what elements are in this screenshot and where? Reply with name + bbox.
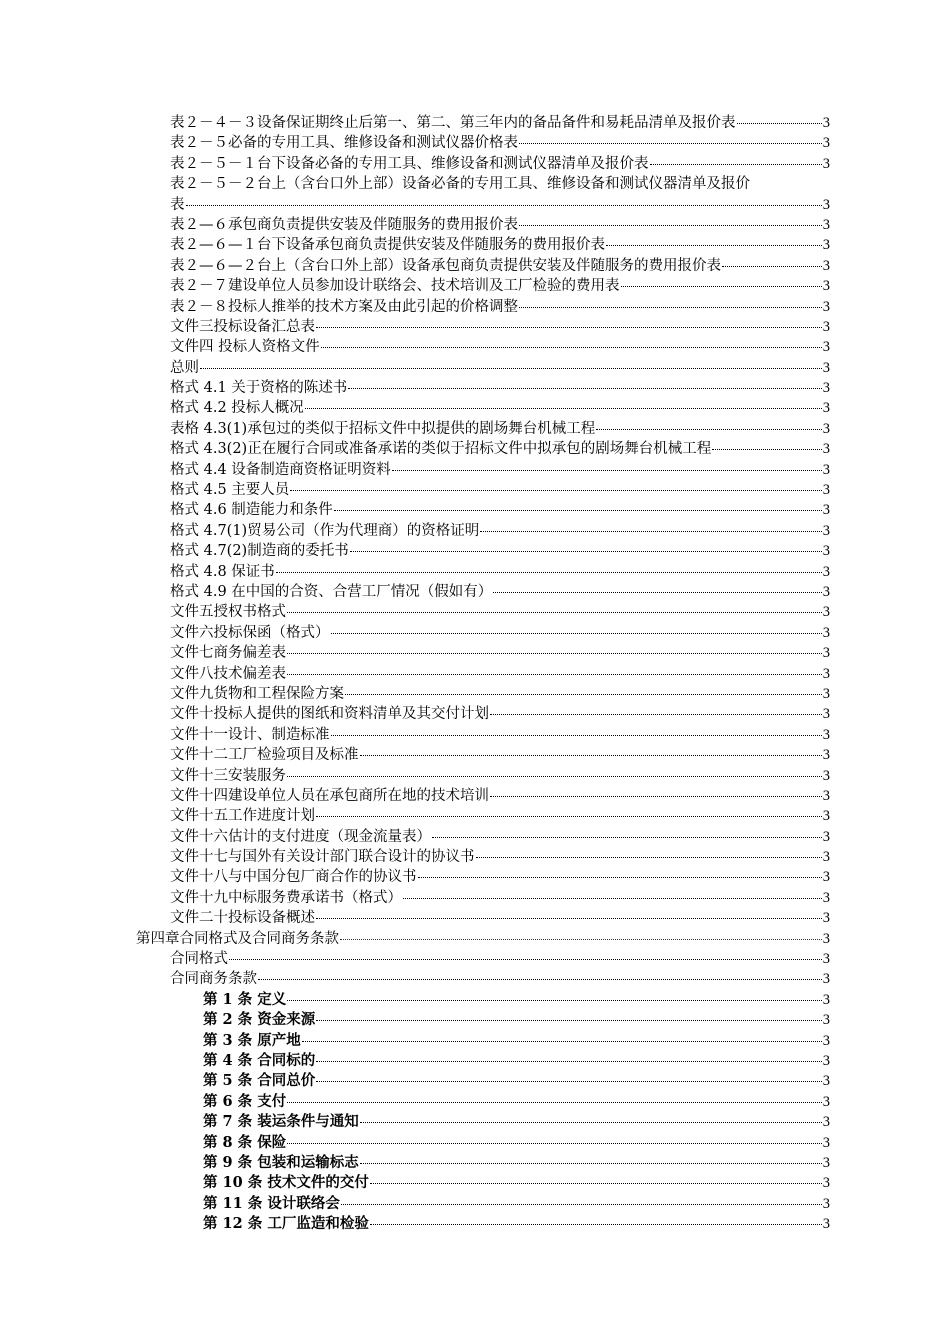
toc-entry[interactable] <box>0 562 830 582</box>
toc-dot-leader <box>621 276 822 287</box>
toc-page-number: 3 <box>822 298 830 315</box>
toc-entry-title: 第四章合同格式及合同商务条款 <box>136 930 339 947</box>
toc-entry[interactable] <box>0 154 830 174</box>
toc-page-number: 3 <box>822 482 830 499</box>
toc-page-number: 3 <box>822 543 830 560</box>
toc-entry[interactable] <box>0 1153 830 1173</box>
toc-entry-title: 第 12 条 工厂监造和检验 <box>203 1215 369 1233</box>
toc-dot-leader <box>476 847 822 858</box>
toc-entry[interactable] <box>0 235 830 255</box>
toc-dot-leader <box>305 398 822 409</box>
toc-entry-title: 第 4 条 合同标的 <box>203 1051 316 1069</box>
toc-page-number: 3 <box>822 1032 830 1049</box>
toc-dot-leader <box>490 786 822 797</box>
toc-page-number: 3 <box>822 1154 830 1171</box>
toc-dot-leader <box>316 806 822 817</box>
toc-entry[interactable] <box>0 623 830 643</box>
toc-dot-leader <box>712 439 822 450</box>
toc-entry-title: 文件八技术偏差表 <box>170 665 286 682</box>
toc-entry[interactable] <box>0 1010 830 1030</box>
toc-entry-title: 文件九货物和工程保险方案 <box>170 685 344 702</box>
toc-entry-title: 文件十八与中国分包厂商合作的协议书 <box>170 869 417 886</box>
toc-entry-title: 第 1 条 定义 <box>203 990 287 1008</box>
toc-page-number: 3 <box>822 706 830 723</box>
toc-dot-leader <box>321 337 822 348</box>
toc-entry[interactable] <box>0 684 830 704</box>
toc-entry-title: 文件十四建设单位人员在承包商所在地的技术培训 <box>170 787 489 804</box>
toc-entry-title: 第 2 条 资金来源 <box>203 1011 316 1029</box>
toc-page-number: 3 <box>822 787 830 804</box>
toc-dot-leader <box>331 623 822 634</box>
toc-entry[interactable] <box>0 317 830 337</box>
toc-entry-title: 格式 4.9 在中国的合资、合营工厂情况（假如有） <box>170 583 493 600</box>
toc-page-number: 3 <box>822 461 830 478</box>
toc-entry[interactable] <box>0 521 830 541</box>
toc-dot-leader <box>316 1010 822 1021</box>
toc-entry[interactable] <box>0 358 830 378</box>
toc-entry-title: 表格 4.3(1)承包过的类似于招标文件中拟提供的剧场舞台机械工程 <box>170 420 596 437</box>
toc-entry-title: 表 <box>170 196 185 213</box>
toc-dot-leader <box>360 1153 822 1164</box>
toc-dot-leader <box>316 1071 822 1082</box>
toc-entry[interactable] <box>0 1071 830 1091</box>
toc-entry-title: 文件十九中标服务费承诺书（格式） <box>170 889 402 906</box>
toc-dot-leader <box>403 888 822 899</box>
toc-entry[interactable] <box>0 460 830 480</box>
toc-dot-leader <box>316 1051 822 1062</box>
toc-page-number: 3 <box>822 685 830 702</box>
toc-entry[interactable] <box>0 419 830 439</box>
toc-dot-leader <box>302 1031 822 1042</box>
toc-entry[interactable] <box>0 664 830 684</box>
toc-dot-leader <box>287 664 822 675</box>
toc-page-number: 3 <box>822 604 830 621</box>
toc-dot-leader <box>287 1092 822 1103</box>
toc-page-number: 3 <box>822 808 830 825</box>
toc-page-number: 3 <box>822 889 830 906</box>
toc-entry-title: 文件四 投标人资格文件 <box>170 339 320 356</box>
toc-dot-leader <box>334 500 822 511</box>
toc-entry-title: 合同商务条款 <box>170 971 257 988</box>
toc-page-number: 3 <box>822 1175 830 1192</box>
toc-page-number: 3 <box>822 522 830 539</box>
toc-entry-title: 第 9 条 包装和运输标志 <box>203 1153 359 1171</box>
toc-entry[interactable] <box>0 582 830 602</box>
toc-page-number: 3 <box>822 339 830 356</box>
toc-entry-title: 文件三投标设备汇总表 <box>170 318 315 335</box>
toc-entry[interactable] <box>0 297 830 317</box>
toc-entry-title: 文件五授权书格式 <box>170 604 286 621</box>
toc-dot-leader <box>480 521 822 532</box>
toc-entry[interactable] <box>0 766 830 786</box>
toc-entry[interactable] <box>0 1173 830 1193</box>
toc-entry-title: 第 5 条 合同总价 <box>203 1072 316 1090</box>
toc-page-number: 3 <box>822 645 830 662</box>
toc-entry[interactable] <box>0 337 830 357</box>
toc-dot-leader <box>341 1194 822 1205</box>
toc-page-number: 3 <box>822 216 830 233</box>
toc-entry[interactable] <box>0 704 830 724</box>
toc-dot-leader <box>360 745 822 756</box>
toc-entry[interactable] <box>0 174 830 194</box>
toc-dot-leader <box>392 460 822 471</box>
toc-page-number: 3 <box>822 747 830 764</box>
toc-dot-leader <box>519 133 822 144</box>
toc-entry-title: 文件十三安装服务 <box>170 767 286 784</box>
toc-dot-leader <box>418 867 822 878</box>
toc-dot-leader <box>370 1214 822 1225</box>
toc-entry[interactable] <box>0 256 830 276</box>
toc-dot-leader <box>493 582 821 593</box>
toc-entry-title: 格式 4.2 投标人概况 <box>170 400 304 417</box>
toc-dot-leader <box>287 766 822 777</box>
toc-entry-title: 第 3 条 原产地 <box>203 1031 301 1049</box>
toc-entry[interactable] <box>0 133 830 153</box>
toc-entry[interactable] <box>0 643 830 663</box>
toc-page-number: 3 <box>822 1134 830 1151</box>
toc-entry-title: 表２—６承包商负责提供安装及伴随服务的费用报价表 <box>170 216 518 233</box>
toc-page-number: 3 <box>822 155 830 172</box>
toc-page-number: 3 <box>822 1195 830 1212</box>
toc-page-number: 3 <box>822 502 830 519</box>
toc-entry[interactable] <box>0 1112 830 1132</box>
toc-page-number: 3 <box>822 624 830 641</box>
toc-entry[interactable] <box>0 929 830 949</box>
toc-entry[interactable] <box>0 1051 830 1071</box>
toc-entry-title: 表２－４－３设备保证期终止后第一、第二、第三年内的备品备件和易耗品清单及报价表 <box>170 115 736 131</box>
toc-entry[interactable] <box>0 113 830 133</box>
toc-page-number: 3 <box>822 869 830 886</box>
toc-entry[interactable] <box>0 1194 830 1214</box>
toc-page-number: 3 <box>822 115 830 131</box>
toc-entry[interactable] <box>0 990 830 1010</box>
toc-dot-leader <box>737 113 822 124</box>
toc-page-number: 3 <box>822 767 830 784</box>
toc-entry[interactable] <box>0 602 830 622</box>
toc-entry[interactable] <box>0 867 830 887</box>
toc-page-number: 3 <box>822 380 830 397</box>
toc-page-number: 3 <box>822 1073 830 1090</box>
toc-entry-title: 文件十七与国外有关设计部门联合设计的协议书 <box>170 849 475 866</box>
toc-dot-leader <box>348 378 821 389</box>
toc-dot-leader <box>340 929 822 940</box>
toc-dot-leader <box>432 827 822 838</box>
toc-entry[interactable] <box>0 541 830 561</box>
toc-dot-leader <box>287 990 822 1001</box>
toc-dot-leader <box>606 235 822 246</box>
toc-dot-leader <box>258 969 822 980</box>
toc-page-number: 3 <box>822 930 830 947</box>
toc-entry[interactable] <box>0 195 830 215</box>
toc-entry[interactable] <box>0 215 830 235</box>
toc-entry-title: 文件十五工作进度计划 <box>170 808 315 825</box>
toc-page-number: 3 <box>822 726 830 743</box>
toc-entry[interactable] <box>0 745 830 765</box>
toc-dot-leader <box>519 297 822 308</box>
toc-page-number: 3 <box>822 665 830 682</box>
toc-dot-leader <box>519 215 822 226</box>
toc-page-number: 3 <box>822 991 830 1008</box>
toc-entry[interactable] <box>0 398 830 418</box>
toc-entry-title: 第 6 条 支付 <box>203 1092 287 1110</box>
toc-entry-title: 文件十一设计、制造标准 <box>170 726 330 743</box>
toc-dot-leader <box>345 684 822 695</box>
toc-page-number: 3 <box>822 1114 830 1131</box>
toc-entry-title: 表２—６—１台下设备承包商负责提供安装及伴随服务的费用报价表 <box>170 237 605 254</box>
toc-page-number: 3 <box>822 1216 830 1233</box>
toc-entry-title: 表２—６—２台上（含台口外上部）设备承包商负责提供安装及伴随服务的费用报价表 <box>170 257 721 274</box>
toc-entry-title: 文件六投标保函（格式） <box>170 624 330 641</box>
toc-entry[interactable] <box>0 806 830 826</box>
toc-entry-title: 表２－５必备的专用工具、维修设备和测试仪器价格表 <box>170 135 518 152</box>
toc-entry[interactable] <box>0 827 830 847</box>
toc-entry-title: 格式 4.5 主要人员 <box>170 482 290 499</box>
toc-dot-leader <box>370 1173 822 1184</box>
toc-entry-title: 文件十二工厂检验项目及标准 <box>170 747 359 764</box>
toc-entry-title: 格式 4.7(1)贸易公司（作为代理商）的资格证明 <box>170 522 480 539</box>
toc-page-number: 3 <box>822 359 830 376</box>
toc-page-number: 3 <box>822 1093 830 1110</box>
toc-page-number: 3 <box>822 583 830 600</box>
toc-dot-leader <box>200 358 822 369</box>
toc-entry[interactable] <box>0 1092 830 1112</box>
toc-entry-title: 格式 4.1 关于资格的陈述书 <box>170 380 348 397</box>
toc-page-number: 3 <box>822 849 830 866</box>
toc-entry-title: 格式 4.4 设备制造商资格证明资料 <box>170 461 391 478</box>
toc-dot-leader <box>722 256 822 267</box>
toc-dot-leader <box>276 562 822 573</box>
toc-dot-leader <box>316 317 822 328</box>
toc-entry[interactable] <box>0 908 830 928</box>
toc-page-number: 3 <box>822 318 830 335</box>
toc-page-number: 3 <box>822 1012 830 1029</box>
toc-dot-leader <box>229 949 822 960</box>
toc-dot-leader <box>490 704 822 715</box>
toc-entry-title: 总则 <box>170 359 199 376</box>
toc-entry-title: 文件十六估计的支付进度（现金流量表） <box>170 828 431 845</box>
toc-entry[interactable] <box>0 1133 830 1153</box>
toc-page-number: 3 <box>822 951 830 968</box>
toc-entry-title: 格式 4.7(2)制造商的委托书 <box>170 543 349 560</box>
toc-entry-title: 表２－５－１台下设备必备的专用工具、维修设备和测试仪器清单及报价表 <box>170 155 649 172</box>
toc-entry[interactable] <box>0 847 830 867</box>
toc-dot-leader <box>287 1133 822 1144</box>
toc-dot-leader <box>287 602 822 613</box>
toc-page-number: 3 <box>822 441 830 458</box>
toc-entry[interactable] <box>0 888 830 908</box>
toc-dot-leader <box>287 643 822 654</box>
toc-entry[interactable] <box>0 969 830 989</box>
toc-entry-title: 表２－７建设单位人员参加设计联络会、技术培训及工厂检验的费用表 <box>170 278 620 295</box>
toc-page-number: 3 <box>822 400 830 417</box>
toc-entry-title: 格式 4.3(2)正在履行合同或准备承诺的类似于招标文件中拟承包的剧场舞台机械工程 <box>170 441 712 458</box>
toc-entry-title: 文件七商务偏差表 <box>170 645 286 662</box>
toc-dot-leader <box>360 1112 822 1123</box>
toc-page-number: 3 <box>822 828 830 845</box>
toc-entry[interactable] <box>0 276 830 296</box>
toc-entry[interactable] <box>0 786 830 806</box>
toc-dot-leader <box>316 908 822 919</box>
toc-page-number: 3 <box>822 278 830 295</box>
toc-dot-leader <box>596 419 822 430</box>
toc-entry-title: 表２－５－２台上（含台口外上部）设备必备的专用工具、维修设备和测试仪器清单及报价 <box>170 176 750 193</box>
toc-entry-title: 文件十投标人提供的图纸和资料清单及其交付计划 <box>170 706 489 723</box>
toc-entry[interactable] <box>0 378 830 398</box>
toc-dot-leader <box>290 480 821 491</box>
toc-page-number: 3 <box>822 910 830 927</box>
toc-page-number: 3 <box>822 257 830 274</box>
toc-entry-title: 合同格式 <box>170 951 228 968</box>
toc-page-number: 3 <box>822 135 830 152</box>
toc-dot-leader <box>186 195 822 206</box>
toc-entry-title: 表２－８投标人推举的技术方案及由此引起的价格调整 <box>170 298 518 315</box>
toc-page-number: 3 <box>822 1052 830 1069</box>
toc-dot-leader <box>650 154 822 165</box>
toc-entry-title: 第 8 条 保险 <box>203 1133 287 1151</box>
toc-page-number: 3 <box>822 237 830 254</box>
toc-entry[interactable] <box>0 439 830 459</box>
toc-page-number: 3 <box>822 420 830 437</box>
toc-entry-title: 第 10 条 技术文件的交付 <box>203 1174 369 1192</box>
toc-page-number: 3 <box>822 563 830 580</box>
toc-entry-title: 文件二十投标设备概述 <box>170 910 315 927</box>
toc-entry-title: 第 11 条 设计联络会 <box>203 1194 340 1212</box>
toc-entry[interactable] <box>0 1214 830 1234</box>
toc-entry[interactable] <box>0 480 830 500</box>
toc-entry-title: 格式 4.6 制造能力和条件 <box>170 502 333 519</box>
toc-entry-title: 第 7 条 装运条件与通知 <box>203 1113 359 1131</box>
table-of-contents <box>0 113 950 1234</box>
toc-page-number: 3 <box>822 971 830 988</box>
toc-page-number: 3 <box>822 196 830 213</box>
toc-entry[interactable] <box>0 949 830 969</box>
toc-entry-title: 格式 4.8 保证书 <box>170 563 275 580</box>
toc-entry[interactable] <box>0 725 830 745</box>
toc-dot-leader <box>331 725 822 736</box>
toc-dot-leader <box>350 541 822 552</box>
toc-entry[interactable] <box>0 1031 830 1051</box>
toc-entry[interactable] <box>0 500 830 520</box>
